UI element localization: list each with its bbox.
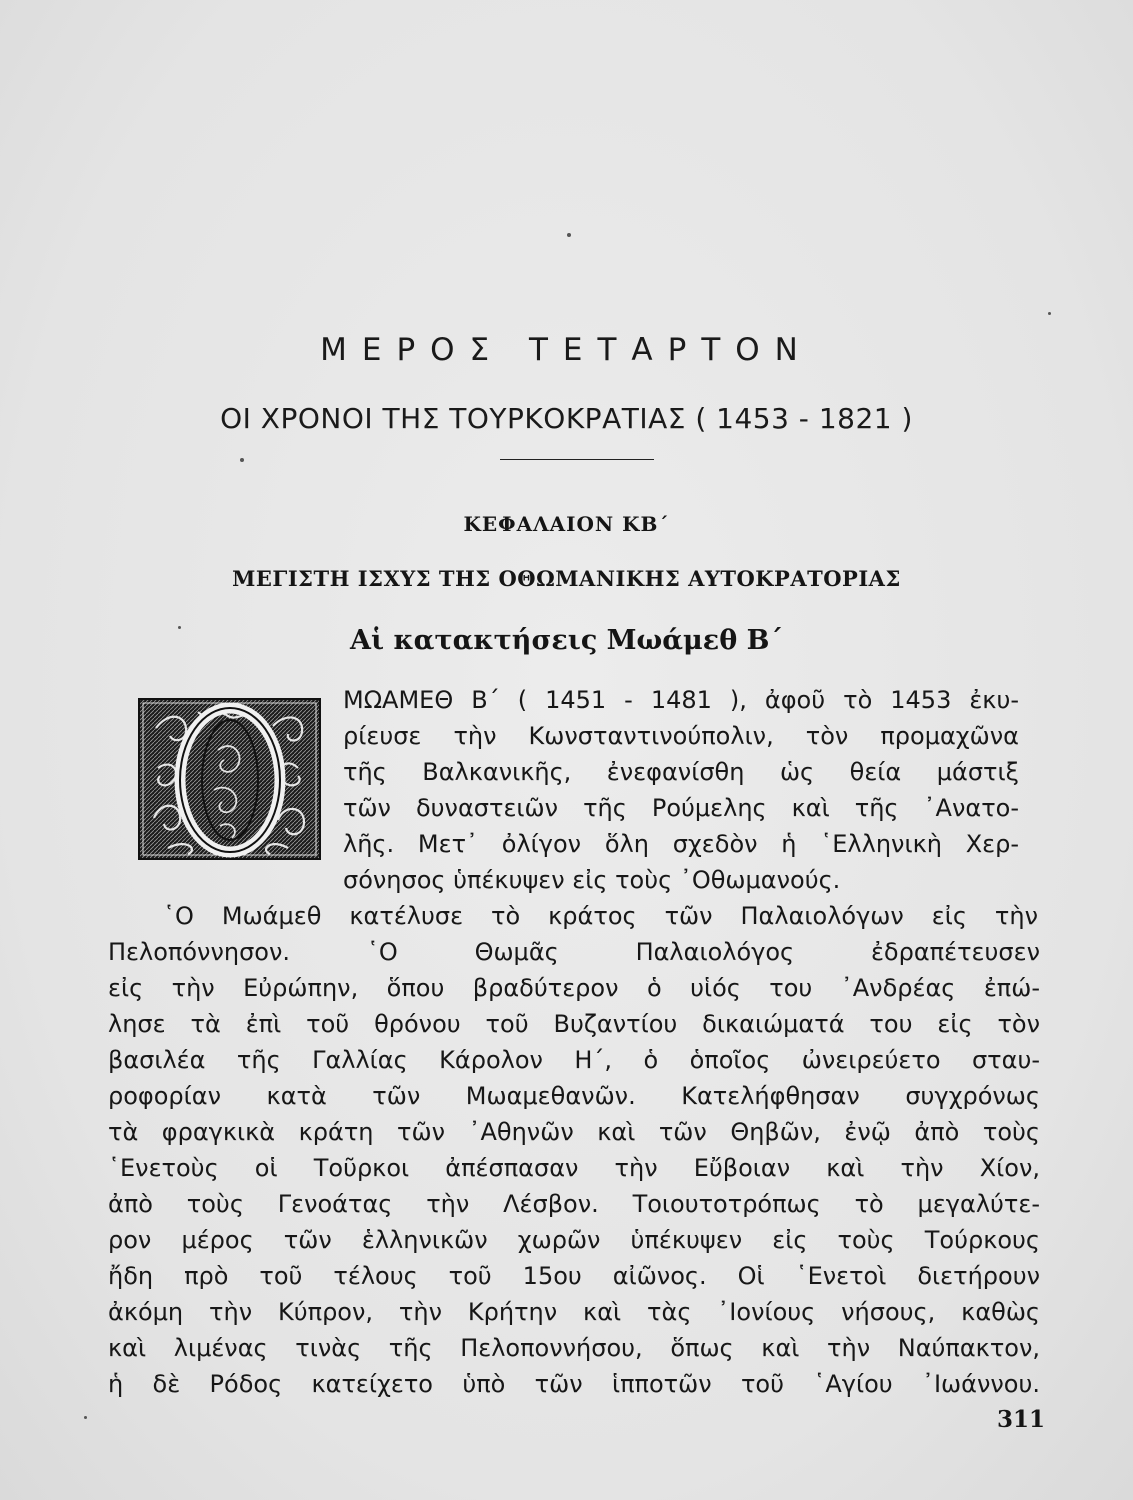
text-line: ρίευσε τὴν Κωνσταντινούπολιν, τὸν προμαχῶνα (343, 722, 1019, 750)
text-line: ἀπὸ τοὺς Γενοάτας τὴν Λέσβον. Τοιουτοτρόπως τὸ μεγαλύτε- (108, 1190, 1040, 1218)
chapter-title: ΜΕΓΙΣΤΗ ΙΣΧΥΣ ΤΗΣ ΟΘΩΜΑΝΙΚΗΣ ΑΥΤΟΚΡΑΤΟΡΙΑΣ (232, 566, 901, 591)
text-line: τὰ φραγκικὰ κράτη τῶν ᾿Αθηνῶν καὶ τῶν Θηβῶν, ἐνῷ ἀπὸ τοὺς (108, 1118, 1040, 1146)
drop-cap-letter: Ο (229, 798, 231, 799)
text-line: ἤδη πρὸ τοῦ τέλους τοῦ 15ου αἰῶνος. Οἱ ῾Ενετοὶ διετήρουν (108, 1262, 1040, 1290)
text-line: σόνησος ὑπέκυψεν εἰς τοὺς ᾿Οθωμανούς. (343, 866, 841, 894)
text-line: ἀκόμη τὴν Κύπρον, τὴν Κρήτην καὶ τὰς ᾿Ιονίους νήσους, καθὼς (108, 1298, 1040, 1326)
text-line: τῶν δυναστειῶν τῆς Ρούμελης καὶ τῆς ᾿Ανατο- (343, 794, 1019, 822)
text-line: τῆς Βαλκανικῆς, ἐνεφανίσθη ὡς θεία μάστιξ (343, 758, 1019, 786)
text-line: ἡ δὲ Ρόδος κατείχετο ὑπὸ τῶν ἱπποτῶν τοῦ ῾Αγίου ᾿Ιωάννου. (108, 1370, 1040, 1398)
ornamental-drop-cap (138, 698, 321, 860)
text-line: βασιλέα τῆς Γαλλίας Κάρολον Η΄, ὁ ὁποῖος ὠνειρεύετο σταυ- (108, 1046, 1040, 1074)
part-title: ΜΕΡΟΣ ΤΕΤΑΡΤΟΝ (320, 332, 813, 368)
text-line: Πελοπόννησον. ῾Ο Θωμᾶς Παλαιολόγος ἐδραπέτευσεν (108, 938, 1040, 966)
scan-speck (240, 458, 244, 462)
text-line: καὶ λιμένας τινὰς τῆς Πελοποννήσου, ὅπως καὶ τὴν Ναύπακτον, (108, 1334, 1040, 1362)
chapter-heading: ΚΕΦΑΛΑΙΟΝ ΚΒ΄ (463, 512, 670, 536)
scan-speck (178, 626, 181, 629)
text-line: λῆς. Μετ᾿ ὀλίγον ὅλη σχεδὸν ἡ ῾Ελληνικὴ Χερ- (343, 830, 1019, 858)
scan-speck (1048, 312, 1051, 315)
page-number: 311 (996, 1406, 1045, 1433)
text-line: ροφορίαν κατὰ τῶν Μωαμεθανῶν. Κατελήφθησαν συγχρόνως (108, 1082, 1040, 1110)
scan-speck (84, 1416, 87, 1419)
title-divider (500, 459, 654, 460)
section-title: Αἱ κατακτήσεις Μωάμεθ Β΄ (350, 625, 783, 656)
scan-speck (567, 233, 571, 237)
text-line: εἰς τὴν Εὐρώπην, ὅπου βραδύτερον ὁ υἱός του ᾿Ανδρέας ἐπώ- (108, 974, 1040, 1002)
text-line: ΜΩΑΜΕΘ Β΄ ( 1451 - 1481 ), ἀφοῦ τὸ 1453 ἐκυ- (343, 686, 1019, 714)
text-line: λησε τὰ ἐπὶ τοῦ θρόνου τοῦ Βυζαντίου δικαιώματά του εἰς τὸν (108, 1010, 1040, 1038)
text-line: ῾Ενετοὺς οἱ Τοῦρκοι ἀπέσπασαν τὴν Εὔβοιαν καὶ τὴν Χίον, (108, 1154, 1040, 1182)
text-line: ρον μέρος τῶν ἑλληνικῶν χωρῶν ὑπέκυψεν εἰς τοὺς Τούρκους (108, 1226, 1040, 1254)
era-title: ΟΙ ΧΡΟΝΟΙ ΤΗΣ ΤΟΥΡΚΟΚΡΑΤΙΑΣ ( 1453 - 1821 ) (220, 402, 913, 435)
text-line: ῾Ο Μωάμεθ κατέλυσε τὸ κράτος τῶν Παλαιολόγων εἰς τὴν (163, 902, 1038, 930)
